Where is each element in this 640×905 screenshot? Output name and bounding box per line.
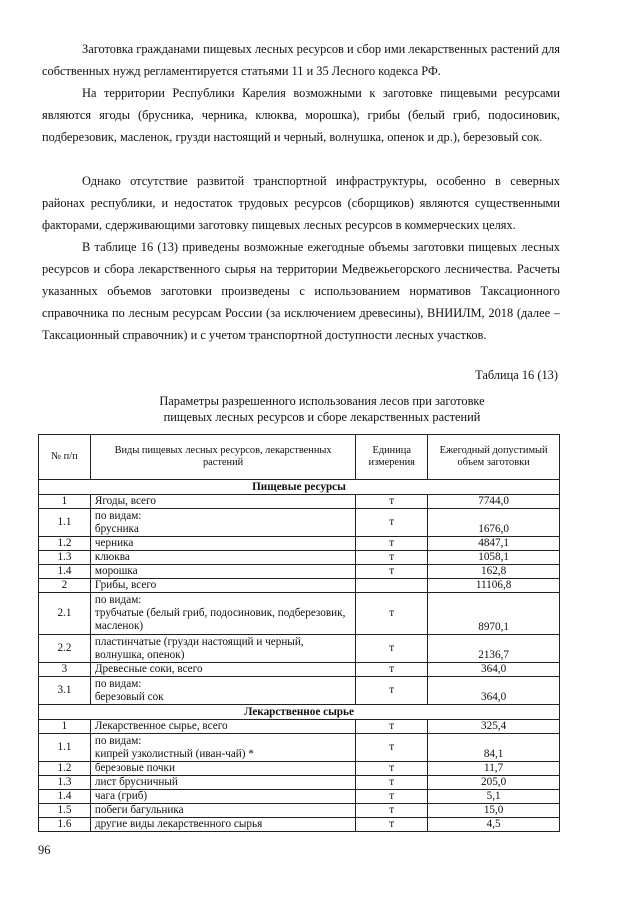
row-unit: т xyxy=(356,593,428,635)
table-row xyxy=(39,720,560,734)
row-unit: т xyxy=(356,663,428,677)
resources-table xyxy=(38,434,560,832)
row-unit: т xyxy=(356,790,428,804)
row-name: по видам: кипрей узколистный (иван-чай) * xyxy=(90,734,355,762)
row-name: черника xyxy=(90,537,355,551)
row-value: 15,0 xyxy=(428,804,560,818)
table-row xyxy=(39,734,560,762)
table-caption: Таблица 16 (13) xyxy=(475,368,558,382)
table-row xyxy=(39,579,560,593)
row-name: по видам: трубчатые (белый гриб, подосиновик, подберезовик, масленок) xyxy=(90,593,355,635)
table-row xyxy=(39,565,560,579)
row-unit: т xyxy=(356,677,428,705)
row-unit: т xyxy=(356,565,428,579)
row-num: 1.3 xyxy=(39,776,91,790)
row-num: 1.1 xyxy=(39,509,91,537)
row-name: лист брусничный xyxy=(90,776,355,790)
row-num: 1.4 xyxy=(39,790,91,804)
row-value: 11,7 xyxy=(428,762,560,776)
row-value: 4,5 xyxy=(428,818,560,832)
row-num: 1.2 xyxy=(39,537,91,551)
table-row xyxy=(39,663,560,677)
row-name: по видам: брусника xyxy=(90,509,355,537)
row-name: клюква xyxy=(90,551,355,565)
table-row xyxy=(39,762,560,776)
row-value: 1676,0 xyxy=(428,509,560,537)
table-header-row xyxy=(39,435,560,480)
row-name: пластинчатые (грузди настоящий и черный, волнушка, опенок) xyxy=(90,635,355,663)
row-value: 7744,0 xyxy=(428,495,560,509)
table-title-line-2: пищевых лесных ресурсов и сборе лекарственных растений xyxy=(163,410,481,424)
row-num: 2 xyxy=(39,579,91,593)
header-unit: Единица измерения xyxy=(356,435,428,480)
paragraph-4: В таблице 16 (13) приведены возможные ежегодные объемы заготовки пищевых лесных ресурсов и сбора лекарственного сырья на территории Медвежьегорского лесничества. Расчеты указанных объемов заготовки произведены с использованием нормативов Таксационного справочника по лесным ресурсам России (за исключением древесины), ВНИИЛМ, 2018 (далее – Таксационный справочник) и с учетом транспортной доступности лесных участков. xyxy=(42,240,560,342)
table-row xyxy=(39,593,560,635)
row-num: 1.1 xyxy=(39,734,91,762)
row-name: Грибы, всего xyxy=(90,579,355,593)
page-number: 96 xyxy=(38,843,51,857)
row-unit: т xyxy=(356,509,428,537)
row-value: 205,0 xyxy=(428,776,560,790)
row-unit: т xyxy=(356,804,428,818)
row-unit: т xyxy=(356,551,428,565)
section-title: Пищевые ресурсы xyxy=(39,480,560,495)
row-unit: т xyxy=(356,495,428,509)
row-unit: т xyxy=(356,720,428,734)
table-row xyxy=(39,677,560,705)
table-row xyxy=(39,776,560,790)
paragraph-1: Заготовка гражданами пищевых лесных ресурсов и сбор ими лекарственных растений для собственных нужд регламентируется статьями 11 и 35 Лесного кодекса РФ. xyxy=(42,42,560,78)
row-num: 1.3 xyxy=(39,551,91,565)
header-num: № п/п xyxy=(39,435,91,480)
row-name: Лекарственное сырье, всего xyxy=(90,720,355,734)
table-row xyxy=(39,818,560,832)
table-row xyxy=(39,537,560,551)
row-num: 3 xyxy=(39,663,91,677)
row-name: чага (гриб) xyxy=(90,790,355,804)
row-value: 364,0 xyxy=(428,677,560,705)
table-row xyxy=(39,509,560,537)
table-row xyxy=(39,551,560,565)
row-num: 1 xyxy=(39,495,91,509)
row-unit: т xyxy=(356,734,428,762)
table-row xyxy=(39,495,560,509)
row-value: 162,8 xyxy=(428,565,560,579)
section-title: Лекарственное сырье xyxy=(39,705,560,720)
row-unit: т xyxy=(356,818,428,832)
row-value: 4847,1 xyxy=(428,537,560,551)
row-unit: т xyxy=(356,776,428,790)
row-unit: т xyxy=(356,537,428,551)
table-body xyxy=(39,480,560,832)
row-name: Древесные соки, всего xyxy=(90,663,355,677)
section-row xyxy=(39,705,560,720)
table-row xyxy=(39,790,560,804)
row-value: 8970,1 xyxy=(428,593,560,635)
row-num: 3.1 xyxy=(39,677,91,705)
row-unit: т xyxy=(356,635,428,663)
row-num: 1 xyxy=(39,720,91,734)
row-value: 5,1 xyxy=(428,790,560,804)
table-title-line-1: Параметры разрешенного использования лесов при заготовке xyxy=(159,394,485,408)
row-value: 364,0 xyxy=(428,663,560,677)
row-name: другие виды лекарственного сырья xyxy=(90,818,355,832)
row-name: по видам: березовый сок xyxy=(90,677,355,705)
row-name: морошка xyxy=(90,565,355,579)
row-num: 2.2 xyxy=(39,635,91,663)
row-unit xyxy=(356,579,428,593)
header-volume: Ежегодный допустимый объем заготовки xyxy=(428,435,560,480)
row-unit: т xyxy=(356,762,428,776)
row-value: 2136,7 xyxy=(428,635,560,663)
row-name: Ягоды, всего xyxy=(90,495,355,509)
row-num: 1.6 xyxy=(39,818,91,832)
row-num: 1.2 xyxy=(39,762,91,776)
row-value: 11106,8 xyxy=(428,579,560,593)
row-value: 84,1 xyxy=(428,734,560,762)
row-value: 1058,1 xyxy=(428,551,560,565)
paragraph-3: Однако отсутствие развитой транспортной инфраструктуры, особенно в северных районах республики, и недостаток трудовых ресурсов (сборщиков) являются существенными факторами, сдерживающими заготовку пищевых лесных ресурсов в коммерческих целях. xyxy=(42,174,560,232)
row-num: 2.1 xyxy=(39,593,91,635)
header-kind: Виды пищевых лесных ресурсов, лекарственных растений xyxy=(90,435,355,480)
row-value: 325,4 xyxy=(428,720,560,734)
row-name: березовые почки xyxy=(90,762,355,776)
paragraph-2: На территории Республики Карелия возможными к заготовке пищевыми ресурсами являются ягоды (брусника, черника, клюква, морошка), грибы (белый гриб, подосиновик, подберезовик, масленок, грузди настоящий и черный, волнушка, опенок и др.), березовый сок. xyxy=(42,86,560,144)
row-name: побеги багульника xyxy=(90,804,355,818)
section-row xyxy=(39,480,560,495)
table-title xyxy=(42,393,602,425)
table-row xyxy=(39,804,560,818)
table-row xyxy=(39,635,560,663)
row-num: 1.4 xyxy=(39,565,91,579)
row-num: 1.5 xyxy=(39,804,91,818)
